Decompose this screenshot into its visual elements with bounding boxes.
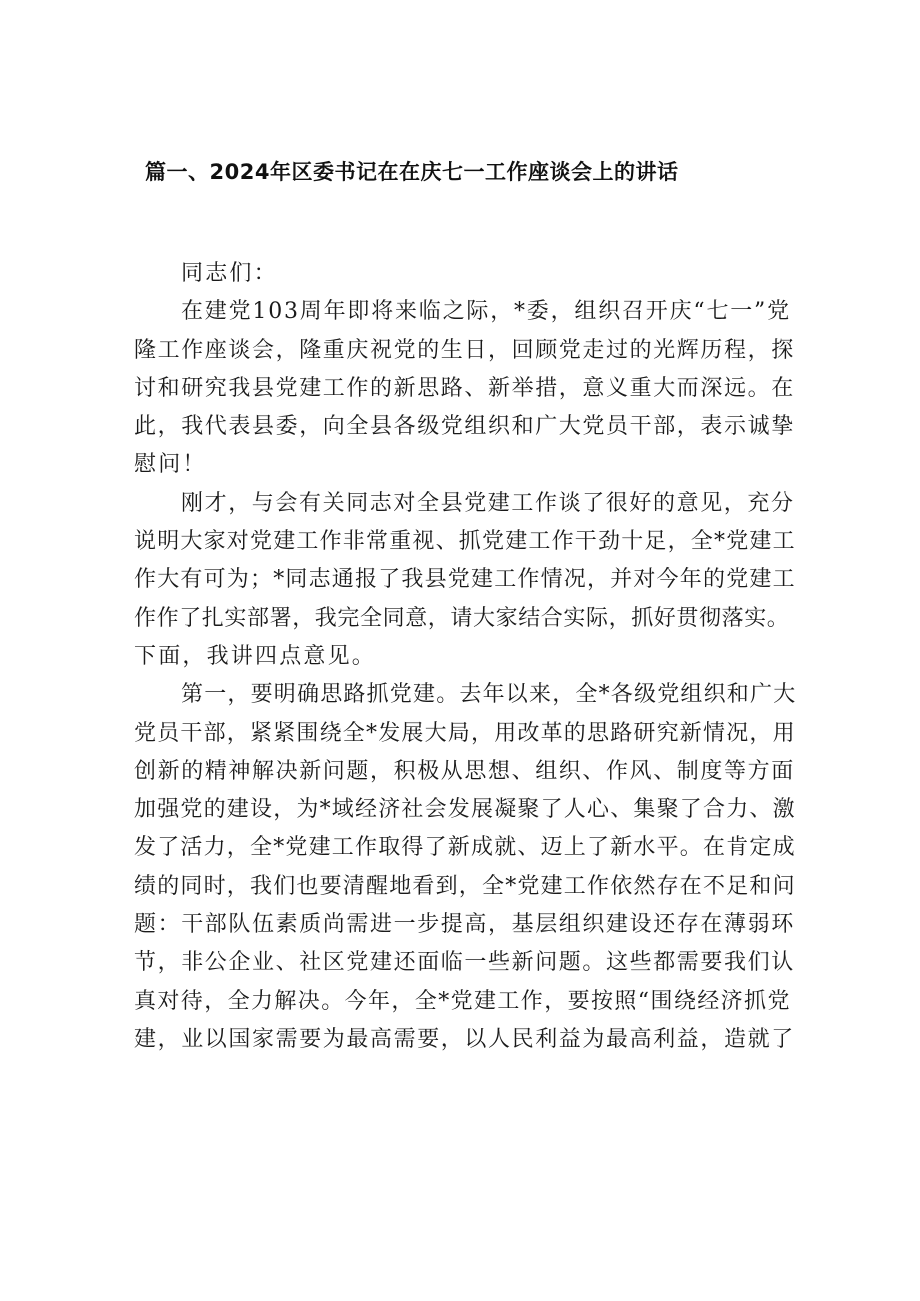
paragraph-line: 在建党103周年即将来临之际，*委，组织召开庆“七一”党: [181, 299, 791, 325]
paragraph-line: 说明大家对党建工作非常重视、抓党建工作干劲十足，全*党建工: [134, 529, 796, 555]
paragraph-line: 刚才，与会有关同志对全县党建工作谈了很好的意见，充分: [181, 490, 795, 516]
paragraph-line: 下面，我讲四点意见。: [134, 643, 377, 669]
document-body: [134, 255, 796, 1059]
paragraph-line: 慰问！: [134, 452, 207, 478]
document-title: 篇一、2024年区委书记在在庆七一工作座谈会上的讲话: [145, 160, 679, 184]
paragraph-line: 建，业以国家需要为最高需要，以人民利益为最高利益，造就了: [134, 1026, 795, 1052]
paragraph-line: 隆工作座谈会，隆重庆祝党的生日，回顾党走过的光辉历程，探: [134, 337, 795, 363]
paragraph-line: 第一，要明确思路抓党建。去年以来，全*各级党组织和广大: [181, 682, 797, 708]
paragraph-line: 作作了扎实部署，我完全同意，请大家结合实际，抓好贯彻落实。: [134, 605, 790, 631]
salutation-line: 同志们：: [181, 261, 278, 286]
paragraph-line: 发了活力，全*党建工作取得了新成就、迈上了新水平。在肯定成: [134, 835, 796, 861]
paragraph-line: 真对待，全力解决。今年，全*党建工作，要按照“围绕经济抓党: [134, 988, 791, 1014]
paragraph-line: 党员干部，紧紧围绕全*发展大局，用改革的思路研究新情况，用: [134, 720, 796, 746]
paragraph-line: 节，非公企业、社区党建还面临一些新问题。这些都需要我们认: [134, 950, 795, 976]
paragraph-line: 加强党的建设，为*域经济社会发展凝聚了人心、集聚了合力、激: [134, 797, 796, 823]
paragraph-line: 作大有可为；*同志通报了我县党建工作情况，并对今年的党建工: [134, 567, 796, 593]
paragraph-line: 题：干部队伍素质尚需进一步提高，基层组织建设还存在薄弱环: [134, 912, 795, 938]
paragraph-line: 绩的同时，我们也要清醒地看到，全*党建工作依然存在不足和问: [134, 873, 796, 899]
paragraph-line: 创新的精神解决新问题，积极从思想、组织、作风、制度等方面: [134, 758, 795, 784]
paragraph-line: 讨和研究我县党建工作的新思路、新举措，意义重大而深远。在: [134, 375, 795, 401]
paragraph-line: 此，我代表县委，向全县各级党组织和广大党员干部，表示诚挚: [134, 414, 795, 440]
